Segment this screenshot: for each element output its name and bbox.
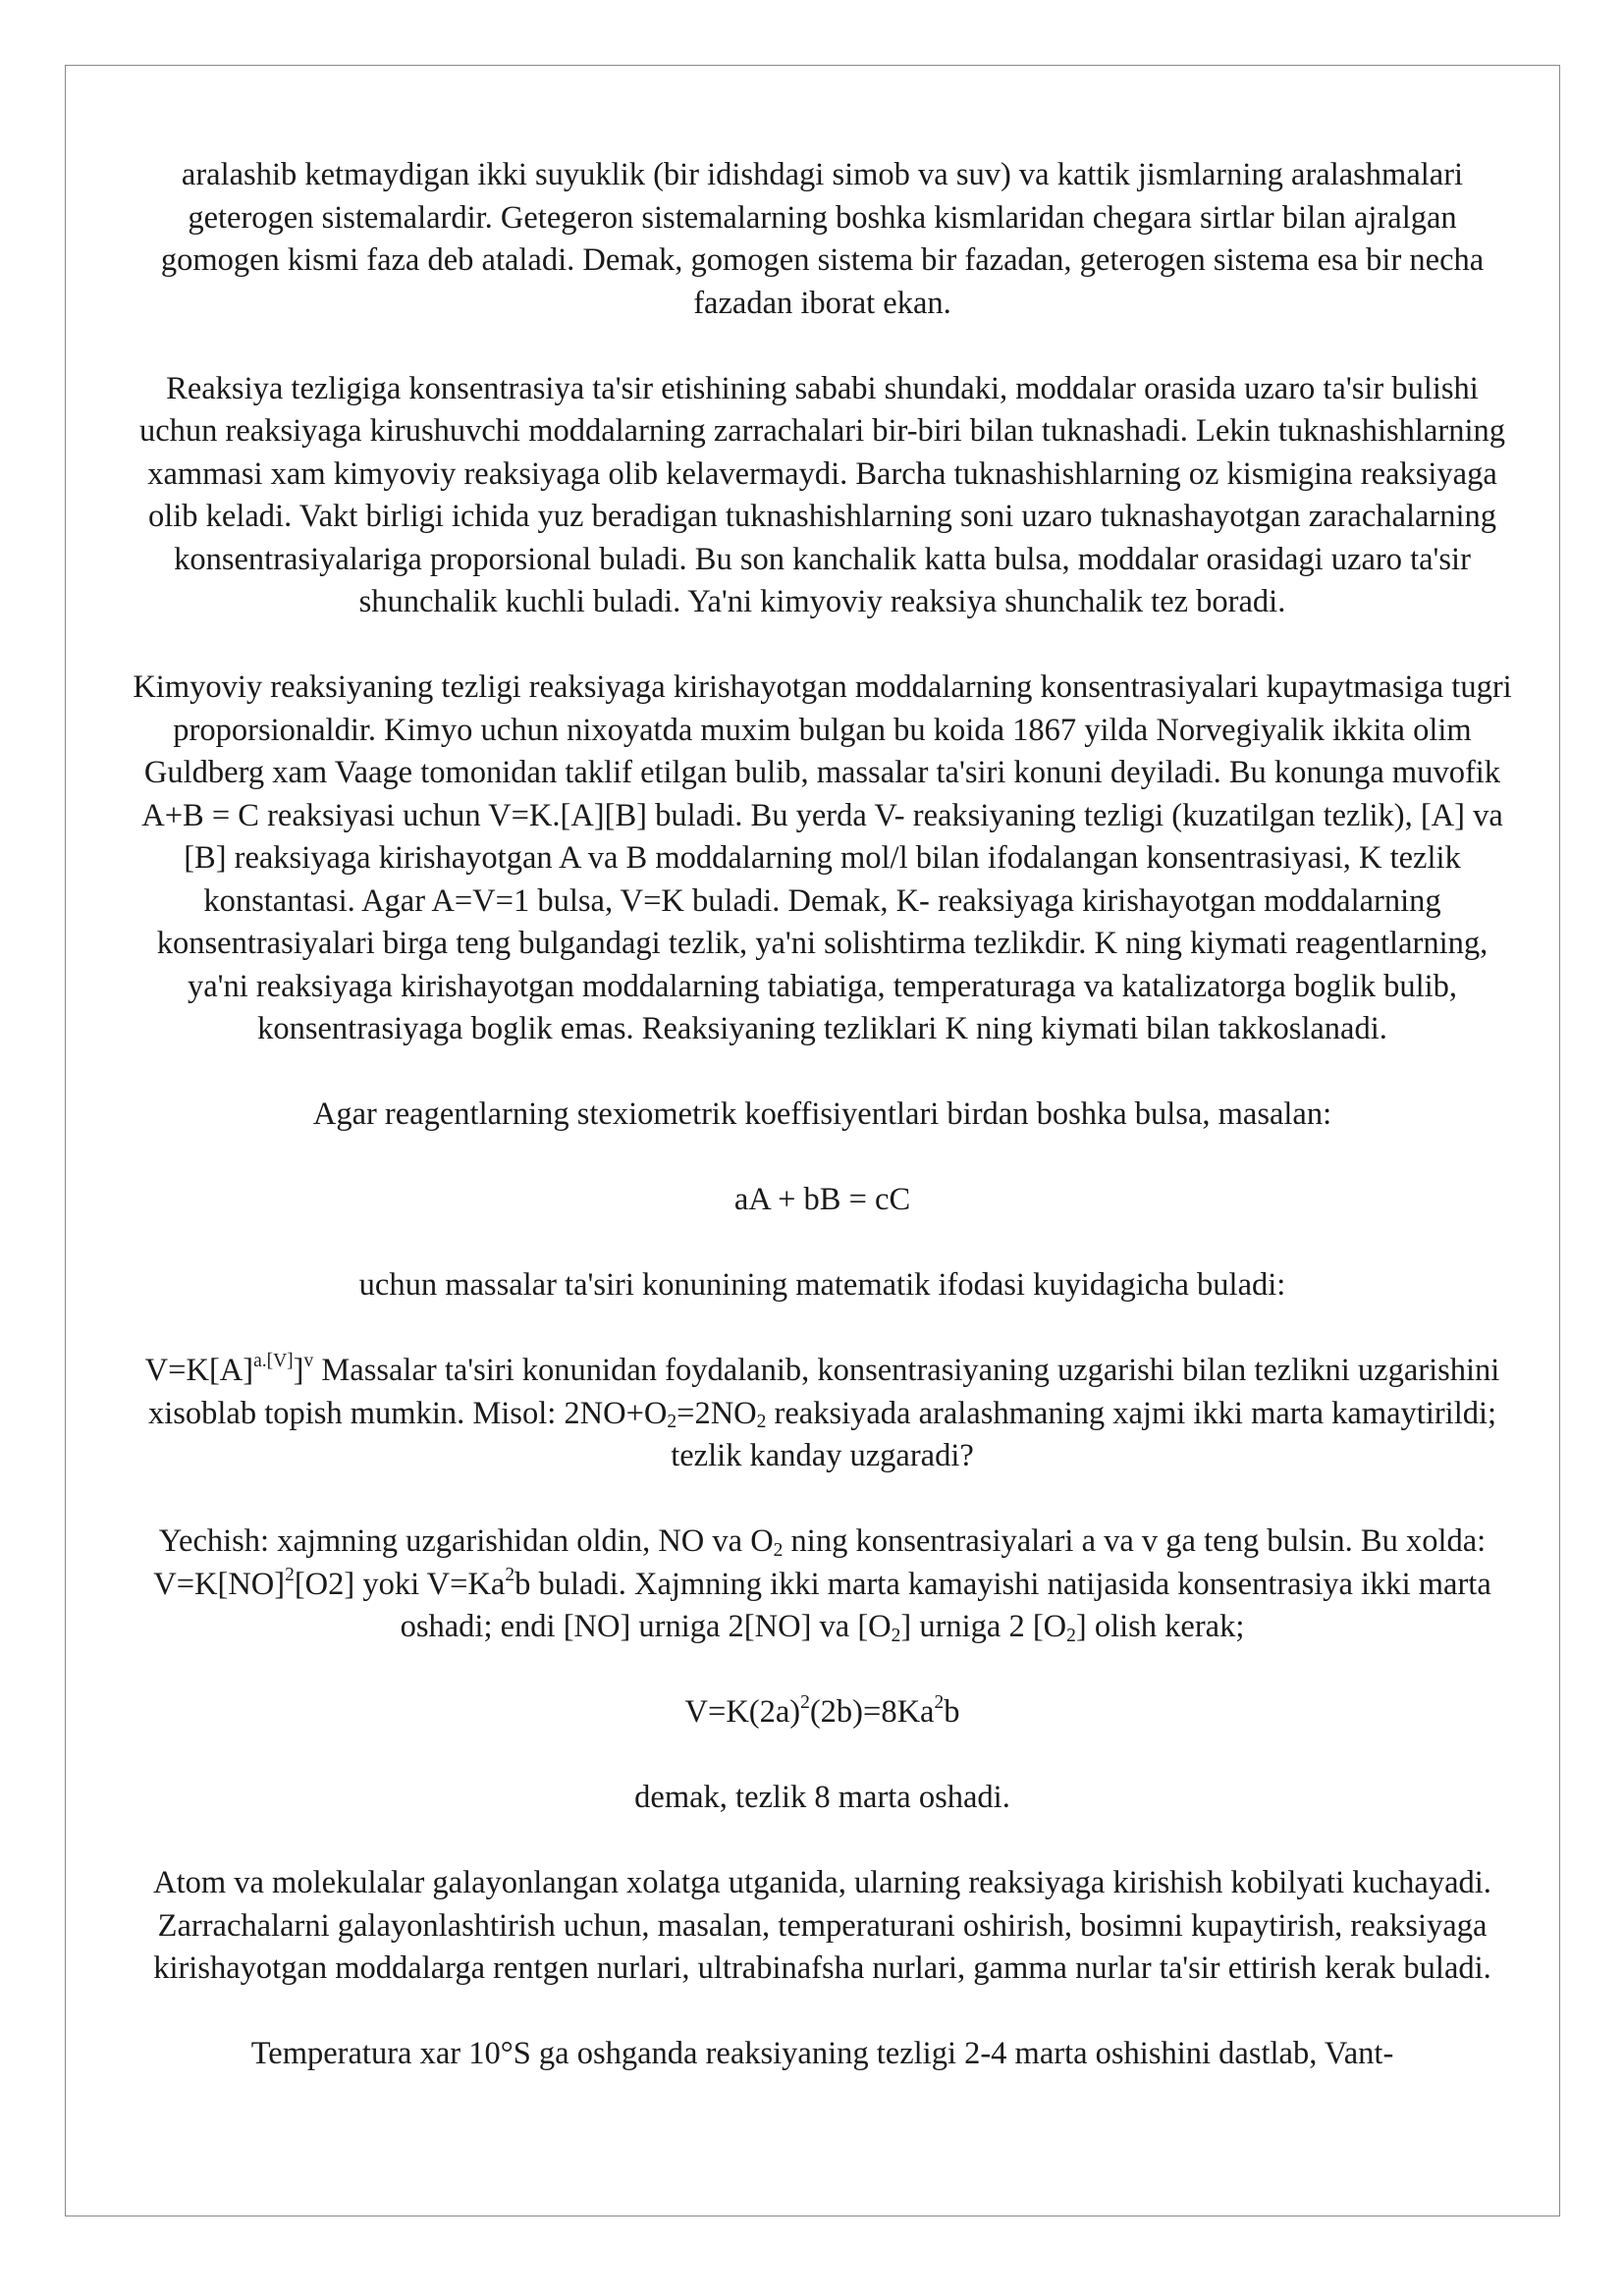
text-run: reaksiyada aralashmaning xajmi ikki marta kamaytirildi; tezlik kanday uzgaradi? xyxy=(671,1395,1497,1473)
paragraph-excited-state: Atom va molekulalar galayonlangan xolatga utganida, ularning reaksiyaga kirishish kobilyati kuchayadi. Zarrachalarni galayonlashtirish uchun, masalan, temperaturani oshirish, bosimni kupaytirish, reaksiyaga kirishayotgan moddalarga rentgen nurlari, ultrabinafsha nurlari, gamma nurlar ta'sir ettirish kerak buladi. xyxy=(153,1865,1491,1986)
paragraph-rate-formula-example xyxy=(125,1350,1520,1478)
formula-part: (2b)=8Ka xyxy=(809,1694,935,1730)
paragraph-stoichiometric-intro: Agar reagentlarning stexiometrik koeffisiyentlari birdan boshka bulsa, masalan: xyxy=(312,1096,1332,1132)
text-run: ning konsentrasiyalari a va v ga teng bulsin. Bu xolda: V=K[NO] xyxy=(153,1523,1487,1602)
text-run: ] urniga 2 [O xyxy=(900,1609,1067,1644)
formula-superscript: a.[V] xyxy=(253,1351,294,1372)
text-run: b buladi. Xajmning ikki marta kamayishi natijasida konsentrasiya ikki marta oshadi; endi [NO] urniga 2[NO] va [O xyxy=(400,1566,1491,1644)
paragraph-solution xyxy=(125,1521,1520,1649)
paragraph-conclusion: demak, tezlik 8 marta oshadi. xyxy=(634,1780,1010,1815)
text-run: ] olish kerak; xyxy=(1075,1609,1245,1644)
superscript: 2 xyxy=(800,1692,810,1714)
paragraph-concentration-effect: Reaksiya tezligiga konsentrasiya ta'sir etishining sababi shundaki, moddalar orasida uzaro ta'sir bulishi uchun reaksiyaga kirushuvchi moddalarning zarrachalari bir-biri bilan tuknashadi. Lekin tuknashishlarning xammasi xam kimyoviy reaksiyaga olib kelavermaydi. Barcha tuknashishlarning oz kismigina reaksiyaga olib keladi. Vakt birligi ichida yuz beradigan tuknashishlarning soni uzaro tuknashayotgan zarachalarning konsentrasiyalariga proporsional buladi. Bu son kanchalik katta bulsa, moddalar orasidagi uzaro ta'sir shunchalik kuchli buladi. Ya'ni kimyoviy reaksiya shunchalik tez boradi. xyxy=(138,370,1505,619)
formula-part: V=K(2a) xyxy=(684,1694,801,1730)
equation-rate-result xyxy=(125,1691,1520,1735)
text-run: =2NO xyxy=(677,1395,757,1431)
document-body xyxy=(125,154,1520,2076)
equation-general-reaction: aA + bB = cC xyxy=(733,1182,911,1217)
subscript: 2 xyxy=(1066,1625,1076,1646)
subscript: 2 xyxy=(667,1412,677,1433)
superscript: 2 xyxy=(505,1564,515,1585)
paragraph-mass-action-law: Kimyoviy reaksiyaning tezligi reaksiyaga kirishayotgan moddalarning konsentrasiyalari kupaytmasiga tugri proporsionaldir. Kimyo uchun nixoyatda muxim bulgan bu koida 1867 yilda Norvegiyalik ikkita olim Guldberg xam Vaage tomonidan taklif etilgan bulib, massalar ta'siri konuni deyiladi. Bu konunga muvofik A+B = C reaksiyasi uchun V=K.[A][B] buladi. Bu yerda V- reaksiyaning tezligi (kuzatilgan tezlik), [A] va [B] reaksiyaga kirishayotgan A va B moddalarning mol/l bilan ifodalangan konsentrasiyasi, K tezlik konstantasi. Agar A=V=1 bulsa, V=K buladi. Demak, K- reaksiyaga kirishayotgan moddalarning konsentrasiyalari birga teng bulgandagi tezlik, ya'ni solishtirma tezlikdir. K ning kiymati reagentlarning, ya'ni reaksiyaga kirishayotgan moddalarning tabiatiga, temperaturaga va katalizatorga boglik bulib, konsentrasiyaga boglik emas. Reaksiyaning tezliklari K ning kiymati bilan takkoslanadi. xyxy=(133,669,1512,1046)
formula-superscript: v xyxy=(303,1351,314,1372)
paragraph-temperature-rule: Temperatura xar 10°S ga oshganda reaksiyaning tezligi 2-4 marta oshishini dastlab, Vant- xyxy=(250,2036,1394,2071)
text-run: Massalar ta'siri konunidan foydalanib, konsentrasiyaning uzgarishi bilan tezlikni uzgarishini xisoblab topish mumkin. Misol: 2NO+O xyxy=(147,1353,1500,1431)
superscript: 2 xyxy=(285,1564,295,1585)
formula-part: ] xyxy=(293,1353,304,1388)
subscript: 2 xyxy=(756,1412,767,1433)
text-run: [O2] yoki V=Ka xyxy=(294,1566,506,1602)
formula-part: b xyxy=(944,1694,960,1730)
page-frame xyxy=(65,65,1560,2216)
paragraph-mathematical-expression: uchun massalar ta'siri konunining matematik ifodasi kuyidagicha buladi: xyxy=(358,1267,1286,1303)
paragraph-heterogeneous-systems: aralashib ketmaydigan ikki suyuklik (bir idishdagi simob va suv) va kattik jismlarning aralashmalari geterogen sistemalardir. Getegeron sistemalarning boshka kismlaridan chegara sirtlar bilan ajralgan gomogen kismi faza deb ataladi. Demak, gomogen sistema bir fazadan, geterogen sistema esa bir necha fazadan iborat ekan. xyxy=(160,157,1485,321)
subscript: 2 xyxy=(891,1625,901,1646)
superscript: 2 xyxy=(934,1692,945,1714)
text-run: Yechish: xajmning uzgarishidan oldin, NO va O xyxy=(158,1523,774,1559)
formula-part: V=K[A] xyxy=(144,1353,254,1388)
subscript: 2 xyxy=(773,1539,784,1561)
